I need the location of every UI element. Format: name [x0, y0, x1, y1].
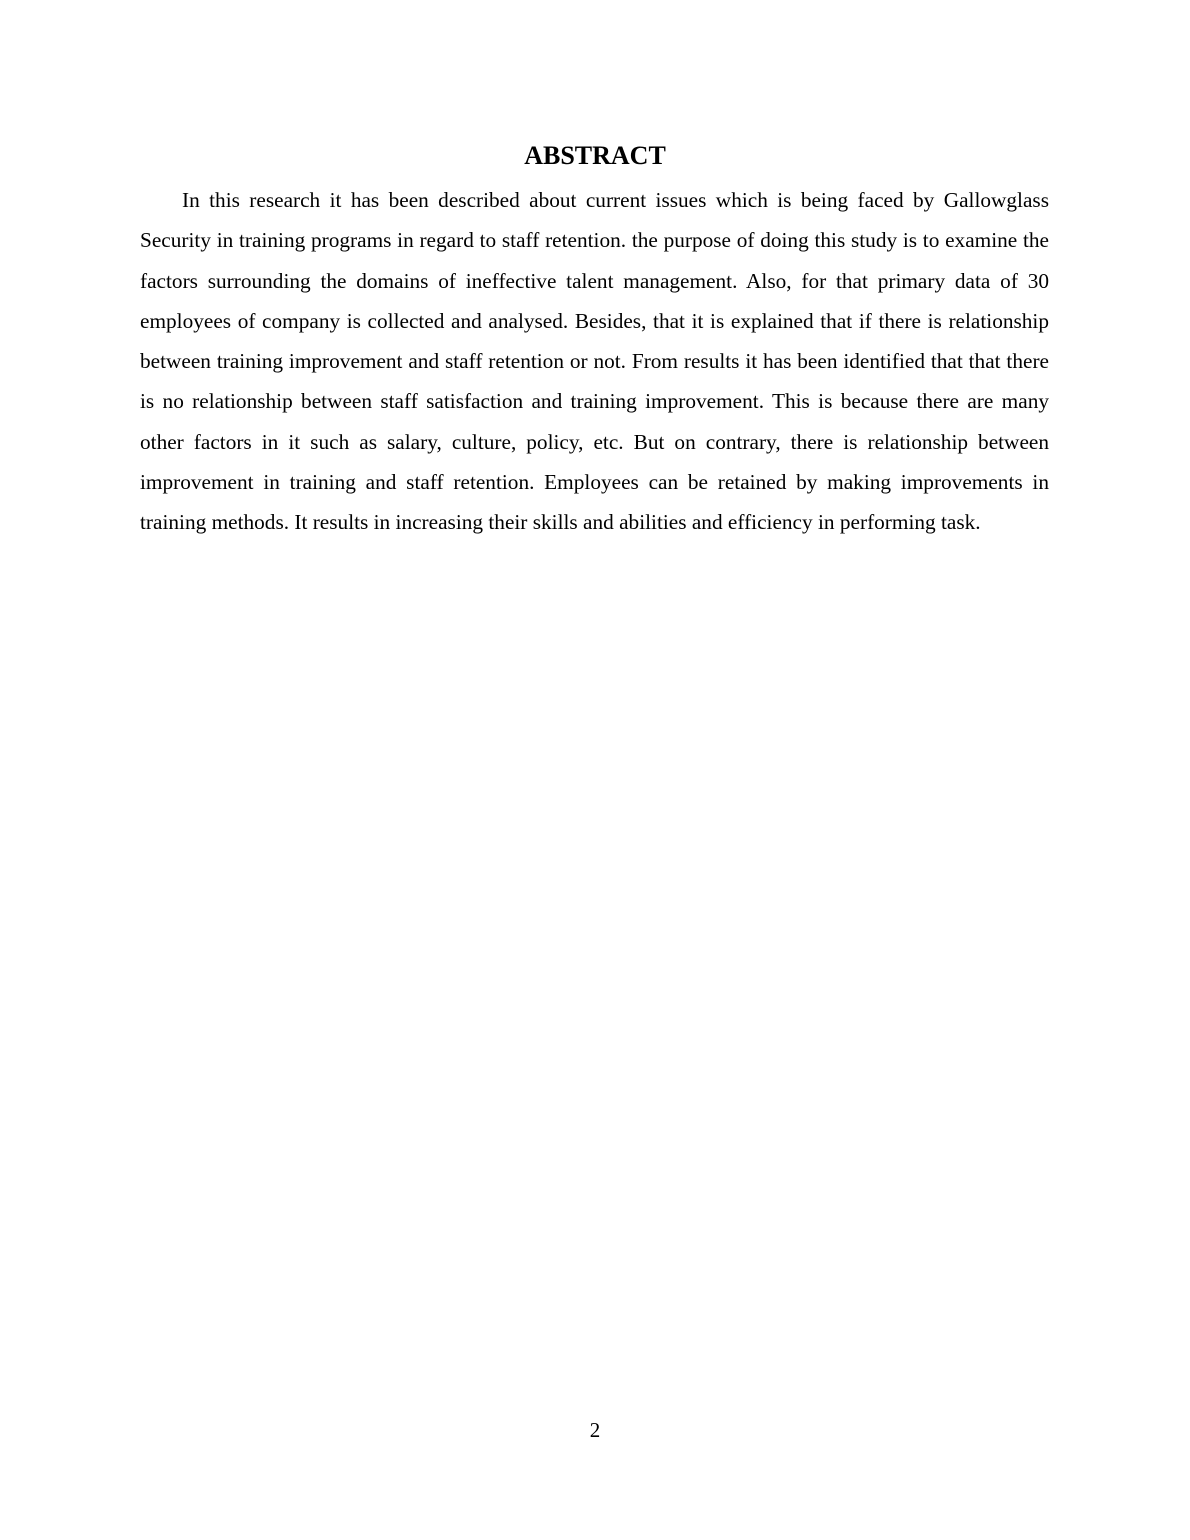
abstract-paragraph: In this research it has been described about current issues which is being faced by Gallowglass Security in training programs in regard to staff retention. the purpose of doing this study is to examine the factors surrounding the domains of ineffective talent management. Also, for that primary data of 30 employees of company is collected and analysed. Besides, that it is explained that if there is relationship between training improvement and staff retention or not. From results it has been identified that that there is no relationship between staff satisfaction and training improvement. This is because there are many other factors in it such as salary, culture, policy, etc. But on contrary, there is relationship between improvement in training and staff retention. Employees can be retained by making improvements in training methods. It results in increasing their skills and abilities and efficiency in performing task. — [140, 188, 1049, 535]
page-title: ABSTRACT — [524, 141, 666, 170]
page-number: 2 — [589, 1418, 601, 1442]
